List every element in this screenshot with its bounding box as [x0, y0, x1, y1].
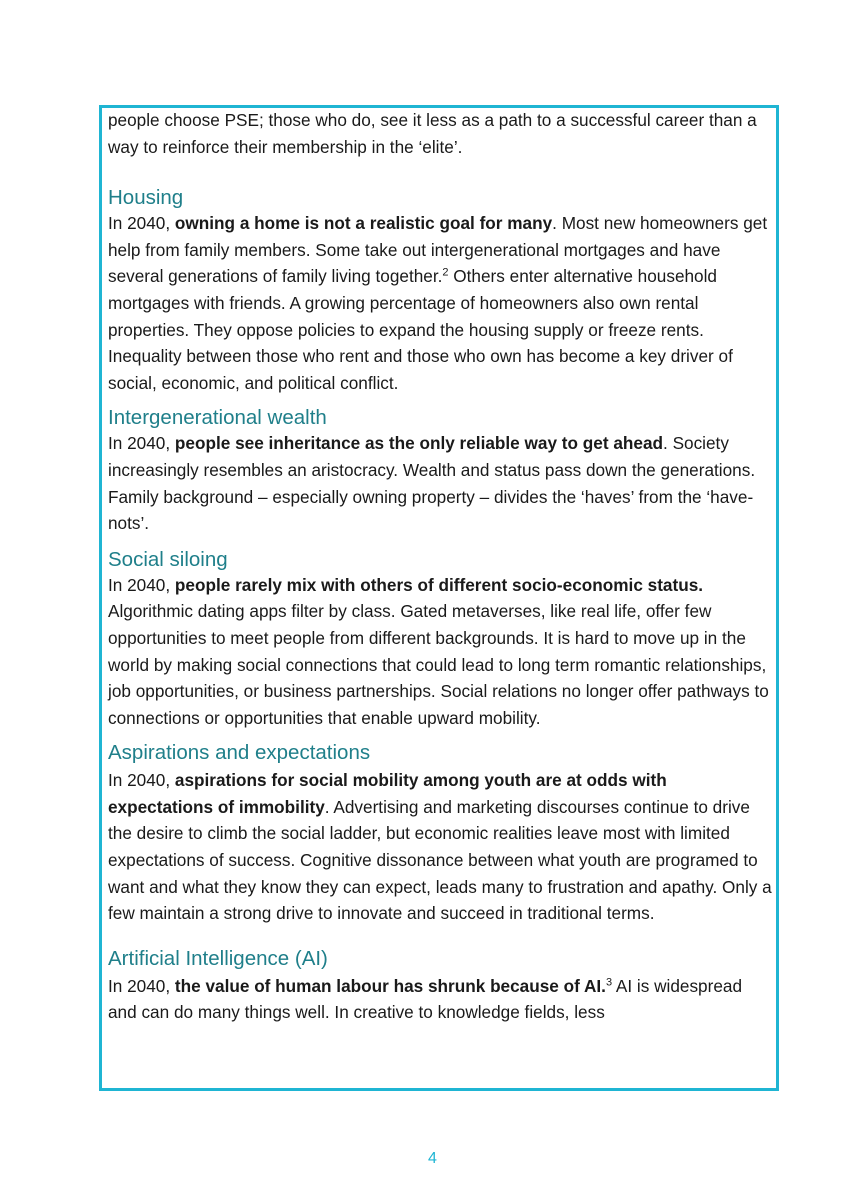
body-text: Others enter alternative household mortgages with friends. A growing percentage of homeowners also own rental properties. They oppose policies to expand the housing supply or freeze rents. Inequality between those who rent and those who own has become a key driver of social, economic, and political conflict. — [108, 266, 733, 393]
page-content — [108, 105, 773, 1026]
body-emphasis: people rarely mix with others of different socio-economic status. — [174, 574, 704, 595]
section-heading-housing: Housing — [108, 186, 184, 210]
body-text: . Most new homeowners get help from family members. Some take out intergenerational mortgages and have several generations of family living together. — [108, 213, 768, 287]
section-body-aspirations-expectations — [108, 767, 773, 927]
section-body-housing — [108, 210, 773, 396]
body-lead: In 2040, — [108, 213, 175, 234]
body-text: Algorithmic dating apps filter by class. Gated metaverses, like real life, offer few opportunities to meet people from different backgrounds. It is hard to move up in the world by making social connections that could lead to long term romantic relationships, job opportunities, or business partnerships. Social relations no longer offer pathways to connections or opportunities that enable upward mobility. — [108, 601, 769, 728]
section-heading-social-siloing: Social siloing — [108, 547, 228, 571]
body-lead: In 2040, — [108, 770, 175, 791]
section-body-social-siloing — [108, 572, 773, 732]
body-lead: In 2040, — [108, 433, 175, 454]
footnote-ref-3[interactable]: 3 — [605, 976, 613, 989]
body-lead: In 2040, — [108, 975, 175, 996]
body-text: AI is widespread and can do many things well. In creative to knowledge fields, less — [108, 975, 743, 1023]
section-artificial-intelligence — [108, 947, 773, 1026]
page-number: 4 — [428, 1150, 437, 1167]
section-aspirations-expectations — [108, 741, 773, 927]
body-emphasis: people see inheritance as the only reliable way to get ahead — [174, 433, 664, 454]
section-housing — [108, 186, 773, 396]
section-heading-artificial-intelligence: Artificial Intelligence (AI) — [108, 946, 328, 970]
section-intergenerational-wealth — [108, 406, 773, 536]
body-emphasis: owning a home is not a realistic goal for many — [174, 213, 553, 234]
body-text: . Society increasingly resembles an aristocracy. Wealth and status pass down the generations. Family background – especially owning property – divides the ‘haves’ from the ‘have-nots’. — [108, 433, 756, 534]
body-emphasis: the value of human labour has shrunk because of AI. — [174, 975, 606, 996]
section-social-siloing — [108, 548, 773, 732]
body-lead: In 2040, — [108, 574, 175, 595]
section-heading-intergenerational-wealth: Intergenerational wealth — [108, 406, 327, 430]
section-body-intergenerational-wealth — [108, 430, 773, 536]
footnote-ref-2[interactable]: 2 — [442, 266, 449, 279]
body-emphasis: aspirations for social mobility among youth are at odds with expectations of immobility — [108, 770, 667, 817]
body-text: . Advertising and marketing discourses continue to drive the desire to climb the social ladder, but economic realities leave most with limited expectations of success. Cognitive dissonance between what youth are programed to want and what they know they can expect, leads many to frustration and apathy. Only a few maintain a strong drive to innovate and succeed in traditional terms. — [108, 796, 772, 924]
section-body-artificial-intelligence — [108, 973, 773, 1026]
intro-paragraph: people choose PSE; those who do, see it less as a path to a successful career than a way to reinforce their membership in the ‘elite’. — [108, 110, 757, 157]
section-heading-aspirations-expectations: Aspirations and expectations — [108, 741, 371, 765]
